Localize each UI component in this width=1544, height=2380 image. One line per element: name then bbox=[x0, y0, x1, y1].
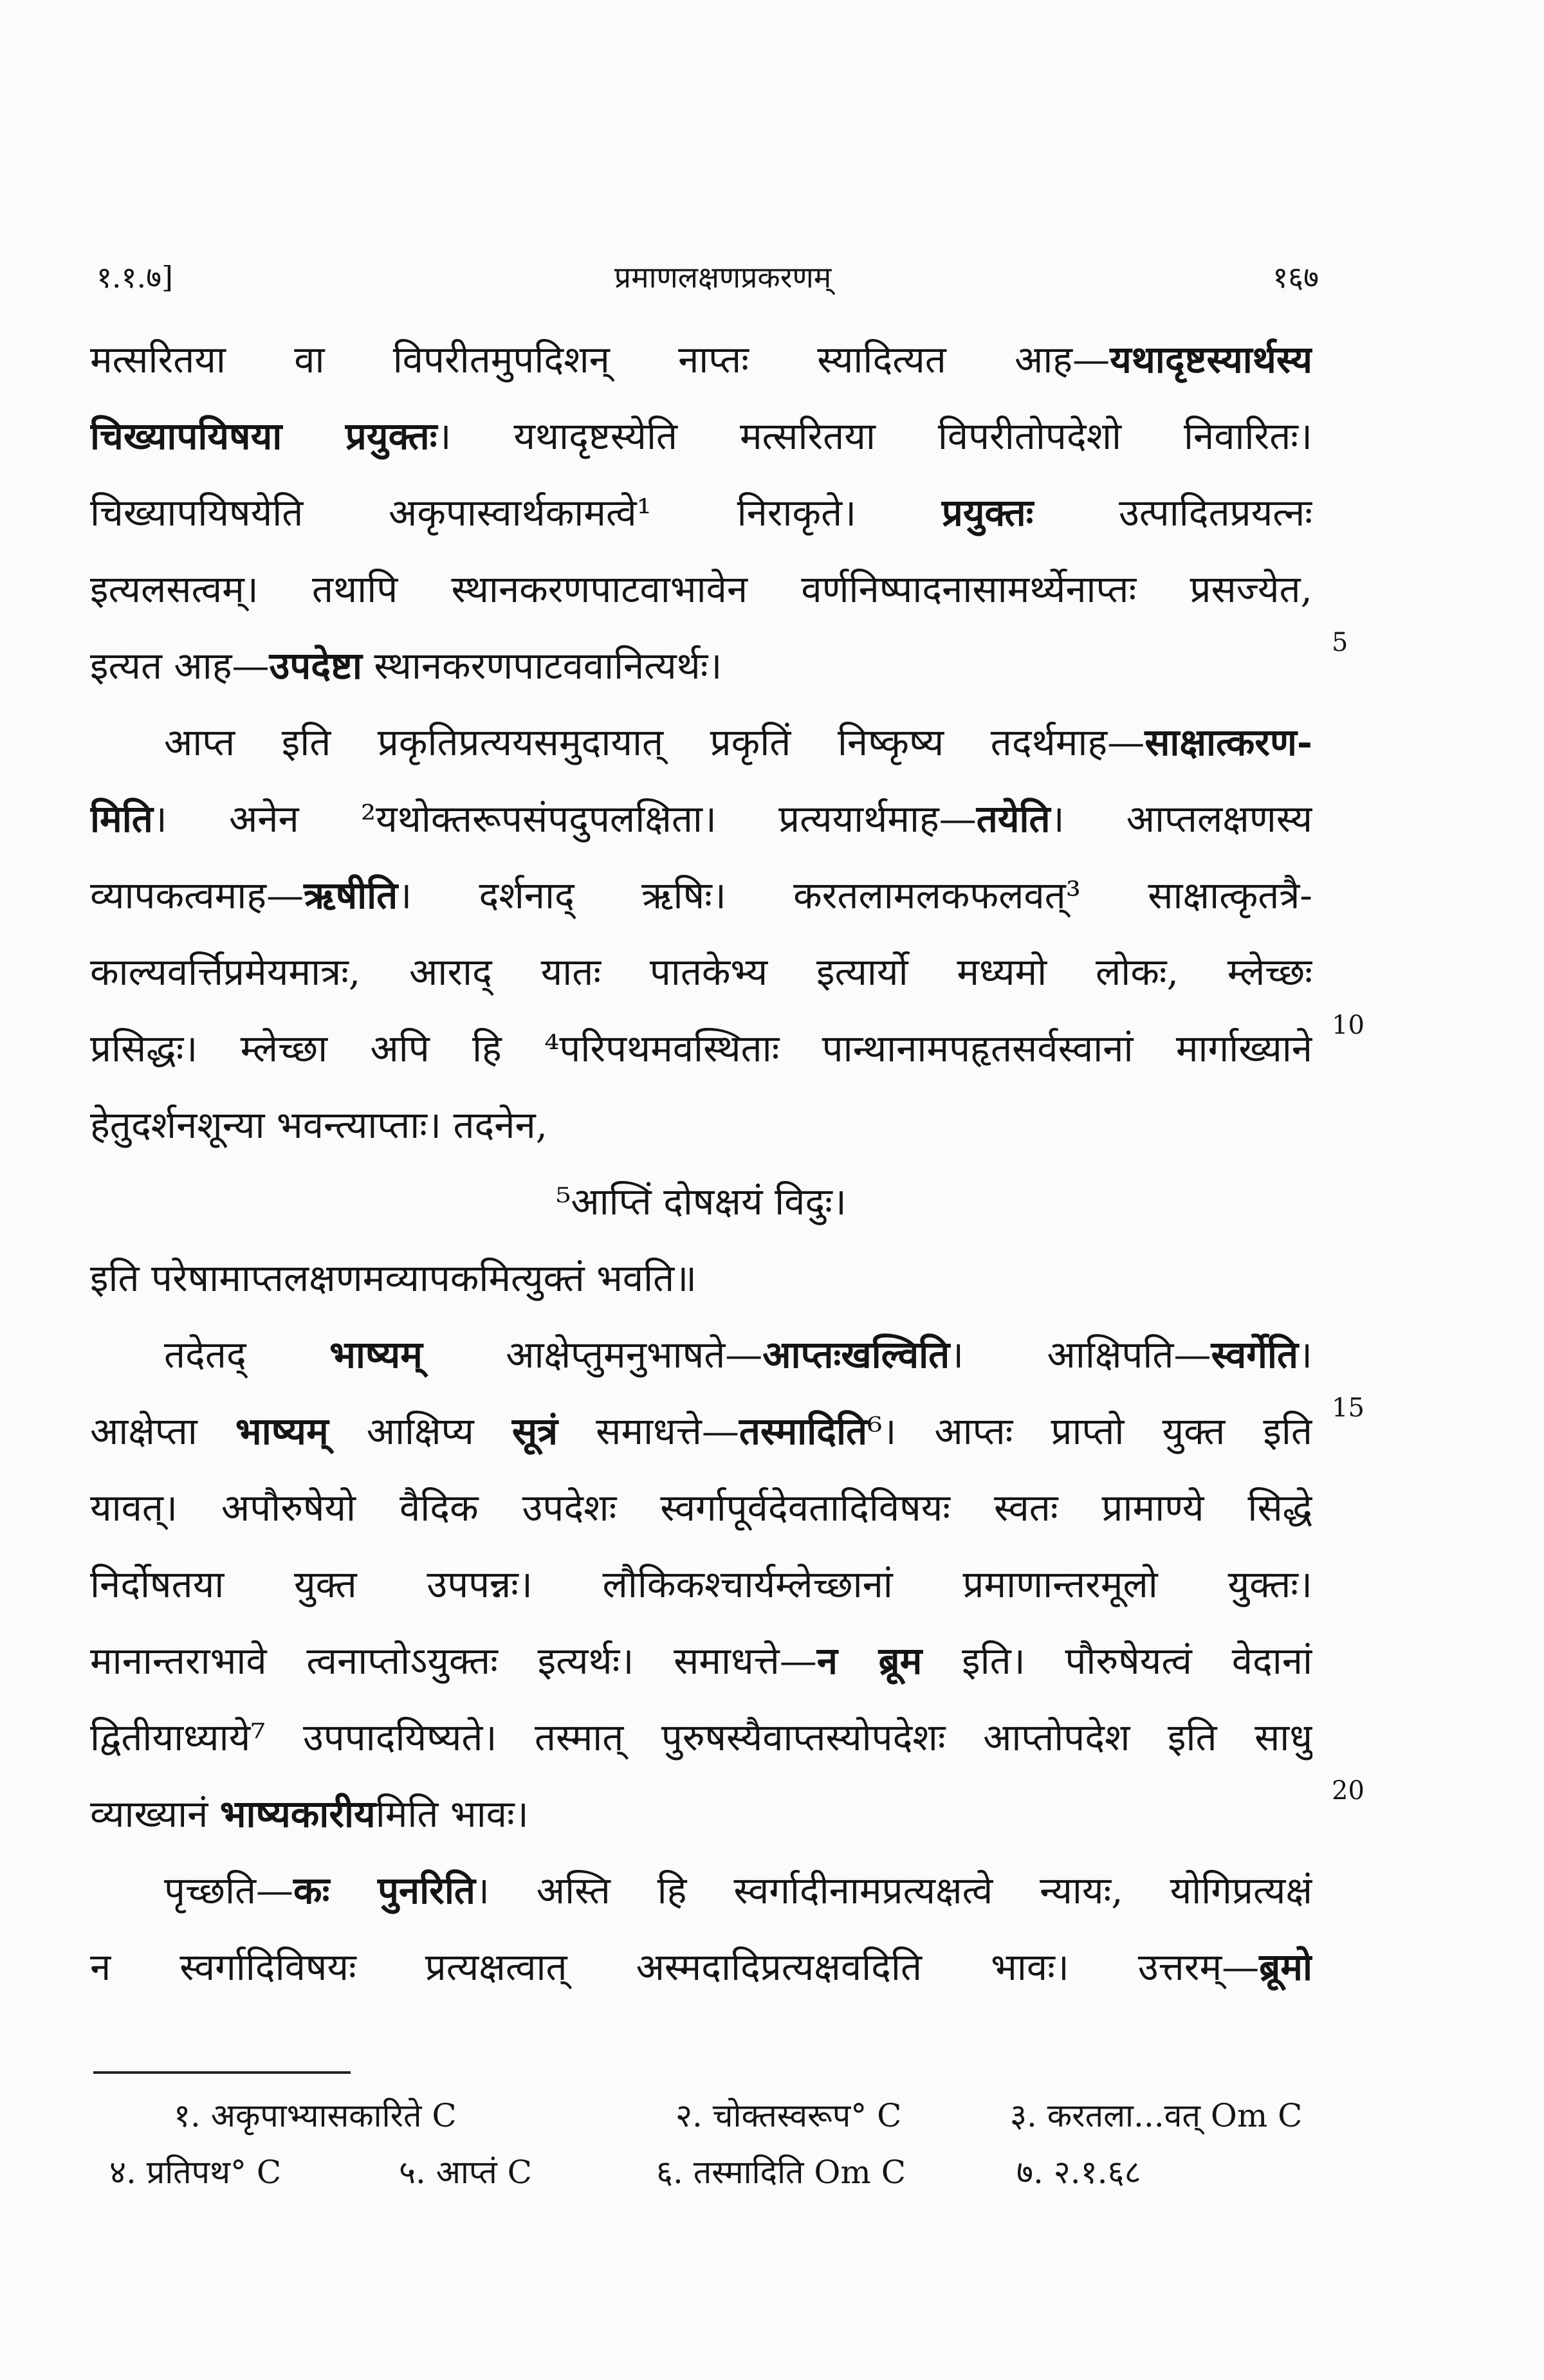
text-run: इति। पौरुषेयत्वं वेदानां bbox=[922, 1639, 1312, 1683]
text-run: न स्वर्गादिविषयः प्रत्यक्षत्वात् अस्मदादिप्रत्यक्षवदिति भावः। उत्तरम्— bbox=[90, 1945, 1260, 1989]
bold-term: कः पुनरिति bbox=[293, 1869, 475, 1912]
main-text bbox=[90, 322, 1312, 2006]
text-run: । आक्षिपति— bbox=[950, 1333, 1211, 1377]
text-line bbox=[90, 1393, 1312, 1470]
text-line bbox=[90, 398, 1312, 475]
text-line bbox=[90, 934, 1312, 1011]
text-run: स्थानकरणपाटववानित्यर्थः। bbox=[362, 644, 722, 688]
text-line bbox=[90, 1011, 1312, 1087]
bold-term: चिख्यापयिषया प्रयुक्तः bbox=[90, 414, 437, 458]
footnotes bbox=[96, 2087, 1319, 2201]
text-run: पृच्छति— bbox=[164, 1869, 294, 1912]
text-line bbox=[90, 1546, 1312, 1623]
bold-term: तस्मादिति bbox=[739, 1409, 868, 1453]
text-line bbox=[90, 1087, 1312, 1164]
footnote-row bbox=[96, 2087, 1319, 2144]
line-number-5: 5 bbox=[1332, 628, 1348, 657]
bold-term: भाष्यम् bbox=[329, 1333, 423, 1377]
text-line bbox=[90, 1929, 1312, 2006]
text-run: प्रसिद्धः। म्लेच्छा अपि हि ⁴परिपथमवस्थिताः पान्थानामपहृतसर्वस्वानां मार्गाख्याने bbox=[90, 1027, 1312, 1070]
text-line bbox=[90, 1699, 1312, 1776]
bold-term: भाष्यकारीय bbox=[219, 1792, 376, 1836]
text-line bbox=[90, 704, 1312, 781]
bold-term: मिति bbox=[90, 797, 153, 841]
bold-term: उपदेष्टा bbox=[269, 644, 362, 688]
text-run: । आप्तलक्षणस्य bbox=[1050, 797, 1312, 841]
text-line bbox=[90, 1776, 1312, 1853]
text-run: । दर्शनाद् ऋषिः। करतलामलकफलवत्³ साक्षात्कृतत्रै- bbox=[398, 874, 1312, 917]
bold-term: भाष्यम् bbox=[235, 1409, 329, 1453]
text-run: यावत्। अपौरुषेयो वैदिक उपदेशः स्वर्गापूर्वदेवतादिविषयः स्वतः प्रामाण्ये सिद्धे bbox=[90, 1486, 1312, 1530]
text-run: आप्त इति प्रकृतिप्रत्ययसमुदायात् प्रकृतिं निष्कृष्य तदर्थमाह— bbox=[164, 720, 1145, 764]
bold-term: प्रयुक्तः bbox=[941, 491, 1034, 535]
text-run: इत्यत आह— bbox=[90, 644, 270, 688]
text-line bbox=[90, 475, 1312, 551]
text-run: ⁶। आप्तः प्राप्तो युक्त इति bbox=[867, 1409, 1312, 1453]
text-run: व्यापकत्वमाह— bbox=[90, 874, 304, 917]
text-run: समाधत्ते— bbox=[558, 1409, 739, 1453]
text-run: । bbox=[1298, 1333, 1312, 1377]
bold-term: ब्रूमो bbox=[1259, 1945, 1312, 1989]
text-run: । अस्ति हि स्वर्गादीनामप्रत्यक्षत्वे न्यायः, योगिप्रत्यक्षं bbox=[475, 1869, 1312, 1912]
text-run: चिख्यापयिषयेति अकृपास्वार्थकामत्वे¹ निराकृते। bbox=[90, 491, 942, 535]
bold-term: यथादृष्टस्यार्थस्य bbox=[1110, 338, 1312, 381]
text-line bbox=[90, 1240, 1312, 1317]
footnote-3: ३. करतला...वत् Om C bbox=[1010, 2097, 1303, 2134]
bold-term: स्वर्गेति bbox=[1211, 1333, 1299, 1377]
text-run: काल्यवर्त्तिप्रमेयमात्रः, आराद् यातः पातकेभ्य इत्यार्यो मध्यमो लोकः, म्लेच्छः bbox=[90, 950, 1312, 994]
text-line bbox=[90, 551, 1312, 628]
text-line bbox=[90, 781, 1312, 857]
text-line bbox=[90, 1164, 1312, 1240]
text-run: मत्सरितया वा विपरीतमुपदिशन् नाप्तः स्यादित्यत आह— bbox=[90, 338, 1110, 381]
running-head bbox=[96, 254, 1319, 299]
line-number-15: 15 bbox=[1332, 1393, 1365, 1423]
text-run: निर्दोषतया युक्त उपपन्नः। लौकिकश्चार्यम्लेच्छानां प्रमाणान्तरमूलो युक्तः। bbox=[90, 1562, 1312, 1606]
line-number-20: 20 bbox=[1332, 1776, 1365, 1806]
text-run: इत्यलसत्वम्। तथापि स्थानकरणपाटवाभावेन वर्णनिष्पादनासामर्थ्येनाप्तः प्रसज्येत, bbox=[90, 567, 1312, 611]
line-number-10: 10 bbox=[1332, 1011, 1365, 1040]
footnote-7: ७. २.१.६८ bbox=[1016, 2154, 1141, 2191]
bold-term: आप्तःखल्विति bbox=[762, 1333, 950, 1377]
text-line bbox=[90, 1853, 1312, 1929]
footnote-1: १. अकृपाभ्यासकारिते C bbox=[174, 2097, 457, 2134]
text-line bbox=[90, 1623, 1312, 1699]
text-run: आक्षेप्ता bbox=[90, 1409, 235, 1453]
text-run: आक्षेप्तुमनुभाषते— bbox=[422, 1333, 763, 1377]
text-run: । यथादृष्टस्येति मत्सरितया विपरीतोपदेशो निवारितः। bbox=[437, 414, 1312, 458]
text-run: हेतुदर्शनशून्या भवन्त्याप्ताः। तदनेन, bbox=[90, 1103, 548, 1147]
footnote-row bbox=[96, 2144, 1319, 2201]
text-line bbox=[90, 322, 1312, 398]
bold-term: सूत्रं bbox=[511, 1409, 558, 1453]
text-run: मानान्तराभावे त्वनाप्तोऽयुक्तः इत्यर्थः। समाधत्ते— bbox=[90, 1639, 817, 1683]
text-line bbox=[90, 857, 1312, 934]
text-run: मिति भावः। bbox=[375, 1792, 529, 1836]
footnote-4: ४. प्रतिपथ° C bbox=[109, 2154, 282, 2191]
page-number: १६७ bbox=[1273, 260, 1319, 295]
text-run: ⁵आप्तिं दोषक्षयं विदुः। bbox=[556, 1180, 847, 1223]
section-number: १.१.७] bbox=[96, 260, 173, 295]
text-run: तदेतद् bbox=[164, 1333, 330, 1377]
text-line bbox=[90, 628, 1312, 704]
text-line bbox=[90, 1317, 1312, 1393]
text-run: व्याख्यानं bbox=[90, 1792, 220, 1836]
bold-term: तयेति bbox=[976, 797, 1051, 841]
footnote-5: ५. आप्तं C bbox=[399, 2154, 532, 2191]
text-run: । अनेन ²यथोक्तरूपसंपदुपलक्षिता। प्रत्ययार्थमाह— bbox=[152, 797, 977, 841]
text-run: इति परेषामाप्तलक्षणमव्यापकमित्युक्तं भवति॥ bbox=[90, 1256, 697, 1300]
bold-term: न ब्रूम bbox=[816, 1639, 923, 1683]
footnote-rule bbox=[93, 2071, 351, 2074]
footnote-6: ६. तस्मादिति Om C bbox=[656, 2154, 906, 2191]
text-run: उत्पादितप्रयत्नः bbox=[1033, 491, 1312, 535]
footnote-2: २. चोक्तस्वरूप° C bbox=[676, 2097, 902, 2134]
bold-term: ऋषीति bbox=[304, 874, 398, 917]
bold-term: साक्षात्करण- bbox=[1144, 720, 1312, 764]
text-line bbox=[90, 1470, 1312, 1546]
text-run: द्वितीयाध्याये⁷ उपपादयिष्यते। तस्मात् पुरुषस्यैवाप्तस्योपदेशः आप्तोपदेश इति साधु bbox=[90, 1716, 1312, 1759]
text-run: आक्षिप्य bbox=[328, 1409, 512, 1453]
running-title: प्रमाणलक्षणप्रकरणम् bbox=[614, 260, 832, 295]
